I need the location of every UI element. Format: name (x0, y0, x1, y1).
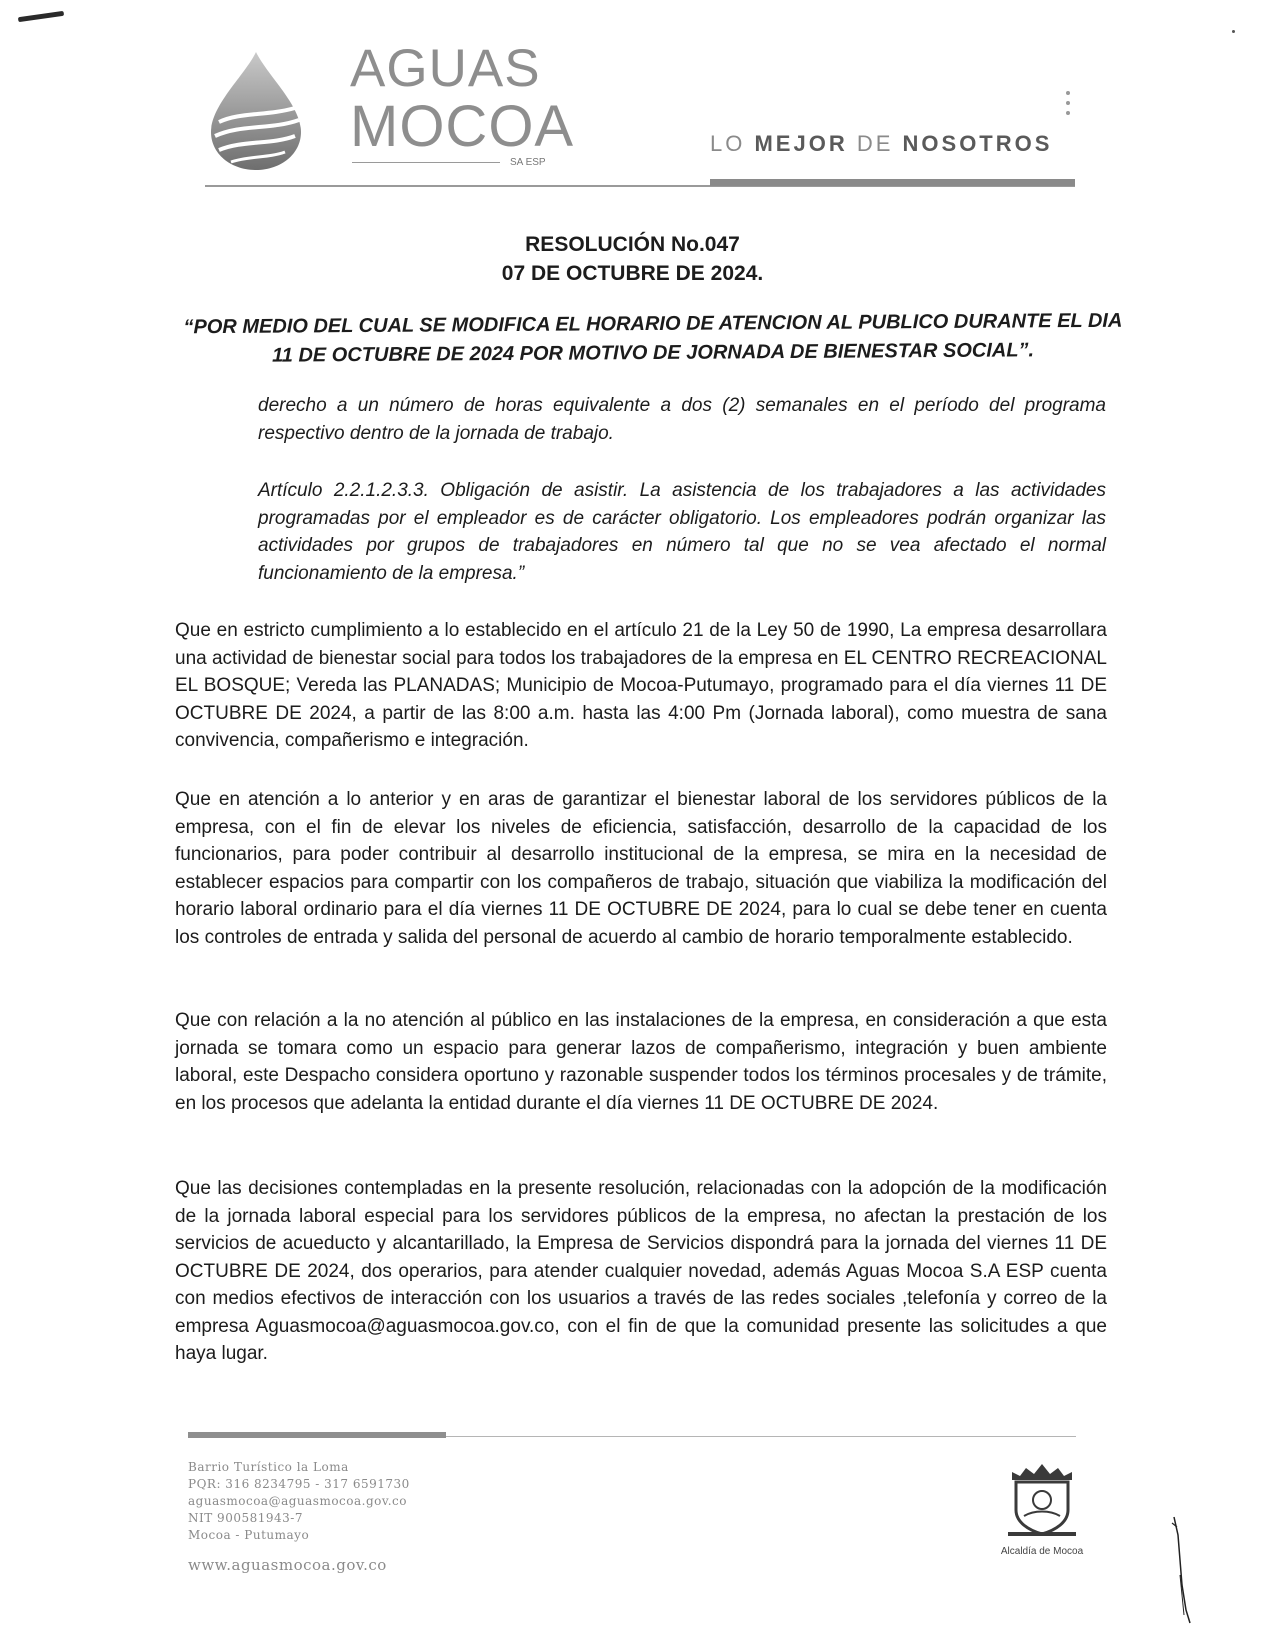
slogan (710, 131, 1052, 157)
footer-divider-accent (188, 1432, 446, 1438)
footer-address: Barrio Turístico la Loma (188, 1460, 349, 1474)
quoted-article: Artículo 2.2.1.2.3.3. Obligación de asistir. La asistencia de los trabajadores a las actividades programadas por el empleador es de carácter obligatorio. Los empleadores podrán organizar las actividades por grupos de trabajadores en número tal que no se vea afectado el normal funcionamiento de la empresa.” (258, 480, 1106, 584)
body-paragraph: Que en estricto cumplimiento a lo establecido en el artículo 21 de la Ley 50 de 1990, La empresa desarrollara una actividad de bienestar social para todos los trabajadores de la empresa en EL CENTRO RECREACIONAL EL BOSQUE; Vereda las PLANADAS; Municipio de Mocoa-Putumayo, programado para el día viernes 11 DE OCTUBRE DE 2024, a partir de las 8:00 a.m. hasta las 4:00 Pm (Jornada laboral), como muestra de sana convivencia, compañerismo e integración. (175, 620, 1107, 751)
body-paragraph: Que las decisiones contempladas en la presente resolución, relacionadas con la adopción de la modificación de la jornada laboral especial para los servidores públicos de la empresa, no afectan la prestación de los servicios de acueducto y alcantarillado, la Empresa de Servicios dispondrá para la jornada del viernes 11 DE OCTUBRE DE 2024, dos operarios, para atender cualquier novedad, además Aguas Mocoa S.A ESP cuenta con medios efectivos de interacción con los usuarios a través de las redes sociales ,telefonía y correo de la empresa Aguasmocoa@aguasmocoa.gov.co, con el fin de que la comunidad presente las solicitudes a que haya lugar. (175, 1178, 1107, 1364)
body-paragraph: Que en atención a lo anterior y en aras de garantizar el bienestar laboral de los servidores públicos de la empresa, con el fin de elevar los niveles de eficiencia, satisfacción, desarrollo de la capacidad de los funcionarios, para poder contribuir al desarrollo institucional de la empresa, se mira en la necesidad de establecer espacios para compartir con los compañeros de trabajo, situación que viabiliza la modificación del horario laboral ordinario para el día viernes 11 DE OCTUBRE DE 2024, para lo cual se debe tener en cuenta los controles de entrada y salida del personal de acuerdo al cambio de horario temporalmente establecido. (175, 789, 1107, 948)
signature-stroke (1170, 1515, 1194, 1625)
resolution-date: 07 DE OCTUBRE DE 2024. (501, 262, 764, 285)
footer-website: www.aguasmocoa.gov.co (188, 1556, 387, 1574)
slogan-part: LO (710, 131, 755, 156)
logo-wordmark-mocoa: MOCOA (350, 94, 575, 159)
subject-line: “POR MEDIO DEL CUAL SE MODIFICA EL HORARIO DE ATENCION AL PUBLICO DURANTE EL DIA (183, 309, 1123, 339)
body-paragraph: Que con relación a la no atención al público en las instalaciones de la empresa, en consideración a que esta jornada se tomara como un espacio para generar lazos de compañerismo, integración y buen ambiente laboral, este Despacho considera oportuno y razonable suspender todos los términos procesales y de trámite, en los procesos que adelanta la entidad durante el día viernes 11 DE OCTUBRE DE 2024. (175, 1010, 1107, 1114)
resolution-number: RESOLUCIÓN No.047 (525, 233, 740, 256)
slogan-part: DE (847, 131, 903, 156)
footer-pqr: PQR: 316 8234795 - 317 6591730 (188, 1477, 410, 1491)
seal-caption: Alcaldía de Mocoa (1000, 1546, 1084, 1557)
scan-artifact (18, 11, 64, 22)
subject-line: 11 DE OCTUBRE DE 2024 POR MOTIVO DE JORNADA DE BIENESTAR SOCIAL”. (272, 339, 1035, 367)
municipal-seal-icon (1002, 1460, 1082, 1540)
slogan-part: MEJOR (754, 131, 848, 156)
resolution-subject (178, 307, 1128, 372)
scan-artifact (1232, 30, 1235, 33)
logo-rule (352, 162, 500, 163)
logo-wordmark-aguas: AGUAS (350, 39, 541, 98)
footer-contact-info (188, 1459, 410, 1544)
footer-city: Mocoa - Putumayo (188, 1528, 310, 1542)
header-divider-accent (710, 179, 1075, 186)
quoted-text: derecho a un número de horas equivalente a dos (2) semanales en el período del programa respectivo dentro de la jornada de trabajo. (258, 395, 1106, 444)
water-drop-logo-icon (205, 50, 307, 172)
logo-suffix: SA ESP (510, 157, 546, 168)
footer-email: aguasmocoa@aguasmocoa.gov.co (188, 1494, 407, 1508)
footer-nit: NIT 900581943-7 (188, 1511, 303, 1525)
decorative-dots (1066, 91, 1071, 121)
slogan-part: NOSOTROS (902, 131, 1053, 156)
